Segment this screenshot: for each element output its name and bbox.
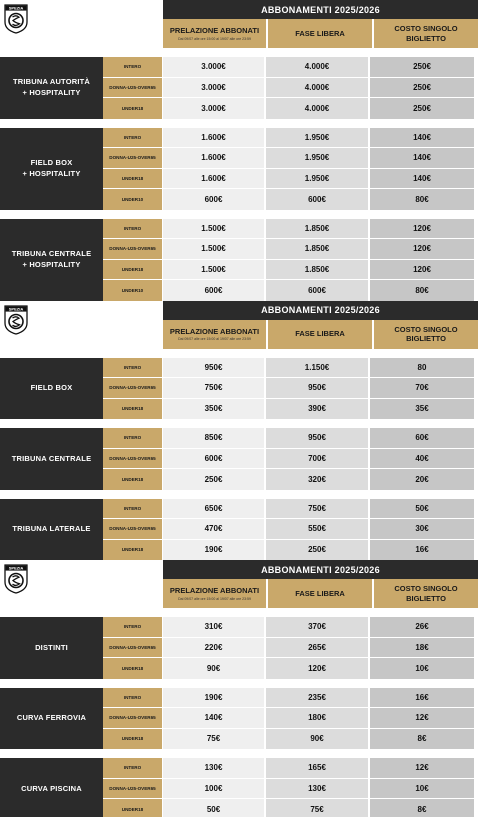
fase-libera-price: 4.000€ <box>266 57 370 77</box>
ticket-category: UNDER18 <box>103 729 163 750</box>
ticket-category: UNDER18 <box>103 169 163 189</box>
single-ticket-price: 80€ <box>370 189 474 210</box>
section-gap <box>0 749 478 758</box>
sector-group <box>0 57 478 119</box>
price-row <box>103 219 474 240</box>
price-row <box>103 239 474 260</box>
sector-rows <box>103 57 474 119</box>
block-header <box>0 560 478 608</box>
ticket-category: UNDER18 <box>103 658 163 679</box>
single-ticket-price: 8€ <box>370 799 474 817</box>
ticket-category: DONNA-U25-OVER65 <box>103 78 163 98</box>
price-row <box>103 779 474 800</box>
fase-libera-price: 265€ <box>266 638 370 658</box>
header-right <box>163 0 478 48</box>
price-row <box>103 688 474 709</box>
sector-name <box>0 688 103 750</box>
fase-libera-price: 1.950€ <box>266 148 370 168</box>
section-gap <box>0 349 478 358</box>
prelazione-price: 950€ <box>163 358 266 378</box>
price-row <box>103 729 474 750</box>
single-ticket-price: 35€ <box>370 399 474 420</box>
block-header <box>0 301 478 349</box>
prelazione-price: 470€ <box>163 519 266 539</box>
fase-libera-price: 250€ <box>266 540 370 561</box>
ticket-category: UNDER10 <box>103 189 163 210</box>
ticket-category: DONNA-U25-OVER65 <box>103 638 163 658</box>
prelazione-price: 100€ <box>163 779 266 799</box>
column-label: FASE LIBERA <box>295 588 345 598</box>
prelazione-price: 1.500€ <box>163 260 266 280</box>
fase-libera-price: 750€ <box>266 499 370 519</box>
prelazione-price: 1.600€ <box>163 169 266 189</box>
fase-libera-price: 600€ <box>266 280 370 301</box>
column-header <box>163 320 266 349</box>
subscription-title: ABBONAMENTI 2025/2026 <box>163 301 478 320</box>
ticket-category: DONNA-U25-OVER65 <box>103 378 163 398</box>
sector-group <box>0 128 478 210</box>
price-block <box>0 560 478 817</box>
spezia-shield-icon <box>3 4 29 34</box>
prelazione-price: 3.000€ <box>163 98 266 119</box>
price-row <box>103 428 474 449</box>
column-label: PRELAZIONE ABBONATI <box>169 26 260 36</box>
ticket-category: INTERO <box>103 688 163 708</box>
price-row <box>103 799 474 817</box>
ticket-category: INTERO <box>103 128 163 148</box>
sector-rows <box>103 617 474 679</box>
section-gap <box>0 419 478 428</box>
prelazione-price: 1.500€ <box>163 219 266 239</box>
price-row <box>103 98 474 119</box>
column-label: COSTO SINGOLO BIGLIETTO <box>394 24 458 43</box>
column-header <box>374 579 478 608</box>
column-label: FASE LIBERA <box>295 28 345 38</box>
single-ticket-price: 120€ <box>370 239 474 259</box>
single-ticket-price: 10€ <box>370 779 474 799</box>
ticket-category: INTERO <box>103 219 163 239</box>
single-ticket-price: 12€ <box>370 758 474 778</box>
fase-libera-price: 1.850€ <box>266 239 370 259</box>
single-ticket-price: 20€ <box>370 469 474 490</box>
fase-libera-price: 235€ <box>266 688 370 708</box>
sector-name <box>0 57 103 119</box>
price-row <box>103 169 474 190</box>
prelazione-price: 130€ <box>163 758 266 778</box>
single-ticket-price: 250€ <box>370 57 474 77</box>
fase-libera-price: 130€ <box>266 779 370 799</box>
section-gap <box>0 119 478 128</box>
header-right <box>163 560 478 608</box>
price-row <box>103 638 474 659</box>
column-label: COSTO SINGOLO BIGLIETTO <box>394 584 458 603</box>
ticket-category: UNDER18 <box>103 98 163 119</box>
block-header <box>0 0 478 48</box>
header-right <box>163 301 478 349</box>
fase-libera-price: 180€ <box>266 708 370 728</box>
ticket-category: DONNA-U25-OVER65 <box>103 519 163 539</box>
prelazione-price: 600€ <box>163 189 266 210</box>
fase-libera-price: 320€ <box>266 469 370 490</box>
single-ticket-price: 70€ <box>370 378 474 398</box>
price-row <box>103 658 474 679</box>
prelazione-price: 600€ <box>163 449 266 469</box>
ticket-category: INTERO <box>103 428 163 448</box>
price-row <box>103 260 474 281</box>
price-block <box>0 0 478 301</box>
single-ticket-price: 16€ <box>370 540 474 561</box>
price-row <box>103 358 474 379</box>
single-ticket-price: 16€ <box>370 688 474 708</box>
prelazione-price: 250€ <box>163 469 266 490</box>
single-ticket-price: 120€ <box>370 260 474 280</box>
sector-group <box>0 219 478 301</box>
spezia-shield-icon <box>3 564 29 594</box>
single-ticket-price: 140€ <box>370 169 474 189</box>
sector-name-line: + HOSPITALITY <box>22 168 81 178</box>
sector-name-line: FIELD BOX <box>30 158 73 167</box>
sector-rows <box>103 499 474 561</box>
subscription-title: ABBONAMENTI 2025/2026 <box>163 0 478 19</box>
section-gap <box>0 679 478 688</box>
sector-name-line: DISTINTI <box>35 642 68 652</box>
spezia-logo <box>0 560 163 608</box>
prelazione-price: 3.000€ <box>163 78 266 98</box>
price-row <box>103 378 474 399</box>
ticket-category: DONNA-U25-OVER65 <box>103 708 163 728</box>
sector-name <box>0 428 103 490</box>
ticket-category: INTERO <box>103 358 163 378</box>
fase-libera-price: 1.150€ <box>266 358 370 378</box>
ticket-category: UNDER18 <box>103 399 163 420</box>
fase-libera-price: 4.000€ <box>266 78 370 98</box>
fase-libera-price: 370€ <box>266 617 370 637</box>
sector-name <box>0 499 103 561</box>
single-ticket-price: 60€ <box>370 428 474 448</box>
price-row <box>103 758 474 779</box>
sector-name <box>0 758 103 817</box>
fase-libera-price: 4.000€ <box>266 98 370 119</box>
single-ticket-price: 18€ <box>370 638 474 658</box>
single-ticket-price: 250€ <box>370 78 474 98</box>
svg-text:SPEZIA: SPEZIA <box>8 306 24 312</box>
section-gap <box>0 48 478 57</box>
column-header <box>268 320 372 349</box>
sector-name <box>0 617 103 679</box>
column-headers <box>163 320 478 349</box>
sector-rows <box>103 758 474 817</box>
ticket-category: UNDER10 <box>103 280 163 301</box>
prelazione-price: 1.500€ <box>163 239 266 259</box>
prelazione-price: 220€ <box>163 638 266 658</box>
fase-libera-price: 1.850€ <box>266 260 370 280</box>
sector-name-line: TRIBUNA LATERALE <box>12 524 91 533</box>
single-ticket-price: 26€ <box>370 617 474 637</box>
prelazione-price: 50€ <box>163 799 266 817</box>
fase-libera-price: 600€ <box>266 189 370 210</box>
ticket-category: UNDER18 <box>103 540 163 561</box>
sector-name-line: FIELD BOX <box>30 383 73 392</box>
single-ticket-price: 80€ <box>370 280 474 301</box>
sector-name-line: + HOSPITALITY <box>22 259 81 269</box>
prelazione-price: 750€ <box>163 378 266 398</box>
section-gap <box>0 490 478 499</box>
prelazione-price: 140€ <box>163 708 266 728</box>
prelazione-price: 1.600€ <box>163 128 266 148</box>
sector-name <box>0 128 103 210</box>
prelazione-price: 350€ <box>163 399 266 420</box>
single-ticket-price: 40€ <box>370 449 474 469</box>
section-gap <box>0 210 478 219</box>
column-label: PRELAZIONE ABBONATI <box>169 586 260 596</box>
column-label: FASE LIBERA <box>295 329 345 339</box>
price-row <box>103 519 474 540</box>
price-row <box>103 449 474 470</box>
section-gap <box>0 608 478 617</box>
single-ticket-price: 250€ <box>370 98 474 119</box>
sector-rows <box>103 219 474 301</box>
column-header <box>268 579 372 608</box>
column-label: PRELAZIONE ABBONATI <box>169 326 260 336</box>
fase-libera-price: 120€ <box>266 658 370 679</box>
single-ticket-price: 10€ <box>370 658 474 679</box>
price-row <box>103 189 474 210</box>
column-header <box>374 19 478 48</box>
spezia-logo <box>0 301 163 349</box>
sector-name-line: TRIBUNA AUTORITÀ <box>12 77 91 87</box>
price-row <box>103 540 474 561</box>
price-row <box>103 708 474 729</box>
price-row <box>103 399 474 420</box>
prelazione-price: 3.000€ <box>163 57 266 77</box>
sector-name-line: CURVA FERROVIA <box>16 713 87 722</box>
prelazione-price: 850€ <box>163 428 266 448</box>
price-row <box>103 128 474 149</box>
ticket-category: INTERO <box>103 57 163 77</box>
ticket-category: DONNA-U25-OVER65 <box>103 779 163 799</box>
single-ticket-price: 140€ <box>370 148 474 168</box>
fase-libera-price: 950€ <box>266 428 370 448</box>
column-headers <box>163 579 478 608</box>
price-row <box>103 148 474 169</box>
prelazione-price: 90€ <box>163 658 266 679</box>
fase-libera-price: 950€ <box>266 378 370 398</box>
sector-group <box>0 688 478 750</box>
ticket-category: INTERO <box>103 758 163 778</box>
svg-text:SPEZIA: SPEZIA <box>8 565 24 571</box>
column-sublabel: Dal 09/07 alle ore 15:00 al 19/07 alle ore 23:59 <box>178 337 251 341</box>
ticket-category: DONNA-U25-OVER65 <box>103 239 163 259</box>
sector-group <box>0 617 478 679</box>
price-row <box>103 280 474 301</box>
prelazione-price: 75€ <box>163 729 266 750</box>
ticket-category: UNDER18 <box>103 260 163 280</box>
column-sublabel: Dal 09/07 alle ore 15:00 al 19/07 alle ore 23:59 <box>178 36 251 41</box>
single-ticket-price: 12€ <box>370 708 474 728</box>
prelazione-price: 1.600€ <box>163 148 266 168</box>
sector-name <box>0 358 103 420</box>
subscription-title: ABBONAMENTI 2025/2026 <box>163 560 478 579</box>
fase-libera-price: 165€ <box>266 758 370 778</box>
fase-libera-price: 1.850€ <box>266 219 370 239</box>
price-block <box>0 301 478 561</box>
price-row <box>103 469 474 490</box>
spezia-logo <box>0 0 163 48</box>
sector-group <box>0 758 478 817</box>
single-ticket-price: 50€ <box>370 499 474 519</box>
column-header <box>374 320 478 349</box>
sector-group <box>0 499 478 561</box>
ticket-category: UNDER18 <box>103 469 163 490</box>
fase-libera-price: 75€ <box>266 799 370 817</box>
prelazione-price: 310€ <box>163 617 266 637</box>
single-ticket-price: 140€ <box>370 128 474 148</box>
single-ticket-price: 120€ <box>370 219 474 239</box>
column-header <box>268 19 372 48</box>
sector-rows <box>103 128 474 210</box>
sector-name-line: TRIBUNA CENTRALE <box>11 453 92 463</box>
sector-name-line: + HOSPITALITY <box>22 87 81 97</box>
fase-libera-price: 1.950€ <box>266 128 370 148</box>
ticket-category: UNDER18 <box>103 799 163 817</box>
prelazione-price: 600€ <box>163 280 266 301</box>
sector-group <box>0 428 478 490</box>
sector-name-line: TRIBUNA CENTRALE <box>11 249 92 258</box>
price-row <box>103 78 474 99</box>
ticket-category: DONNA-U25-OVER65 <box>103 148 163 168</box>
price-row <box>103 617 474 638</box>
fase-libera-price: 390€ <box>266 399 370 420</box>
ticket-category: INTERO <box>103 617 163 637</box>
prelazione-price: 190€ <box>163 540 266 561</box>
column-headers <box>163 19 478 48</box>
column-sublabel: Dal 09/07 alle ore 15:00 al 19/07 alle ore 23:59 <box>178 596 251 601</box>
svg-text:SPEZIA: SPEZIA <box>8 5 24 11</box>
single-ticket-price: 80 <box>370 358 474 378</box>
sector-name <box>0 219 103 301</box>
prelazione-price: 190€ <box>163 688 266 708</box>
sector-rows <box>103 358 474 420</box>
sector-rows <box>103 428 474 490</box>
sector-name-line: CURVA PISCINA <box>21 783 82 793</box>
column-label: COSTO SINGOLO BIGLIETTO <box>394 324 458 343</box>
ticket-category: DONNA-U25-OVER65 <box>103 449 163 469</box>
ticket-category: INTERO <box>103 499 163 519</box>
price-row <box>103 499 474 520</box>
fase-libera-price: 90€ <box>266 729 370 750</box>
prelazione-price: 650€ <box>163 499 266 519</box>
fase-libera-price: 700€ <box>266 449 370 469</box>
sector-group <box>0 358 478 420</box>
fase-libera-price: 550€ <box>266 519 370 539</box>
fase-libera-price: 1.950€ <box>266 169 370 189</box>
sector-rows <box>103 688 474 750</box>
single-ticket-price: 8€ <box>370 729 474 750</box>
column-header <box>163 579 266 608</box>
column-header <box>163 19 266 48</box>
price-row <box>103 57 474 78</box>
spezia-shield-icon <box>3 305 29 335</box>
single-ticket-price: 30€ <box>370 519 474 539</box>
